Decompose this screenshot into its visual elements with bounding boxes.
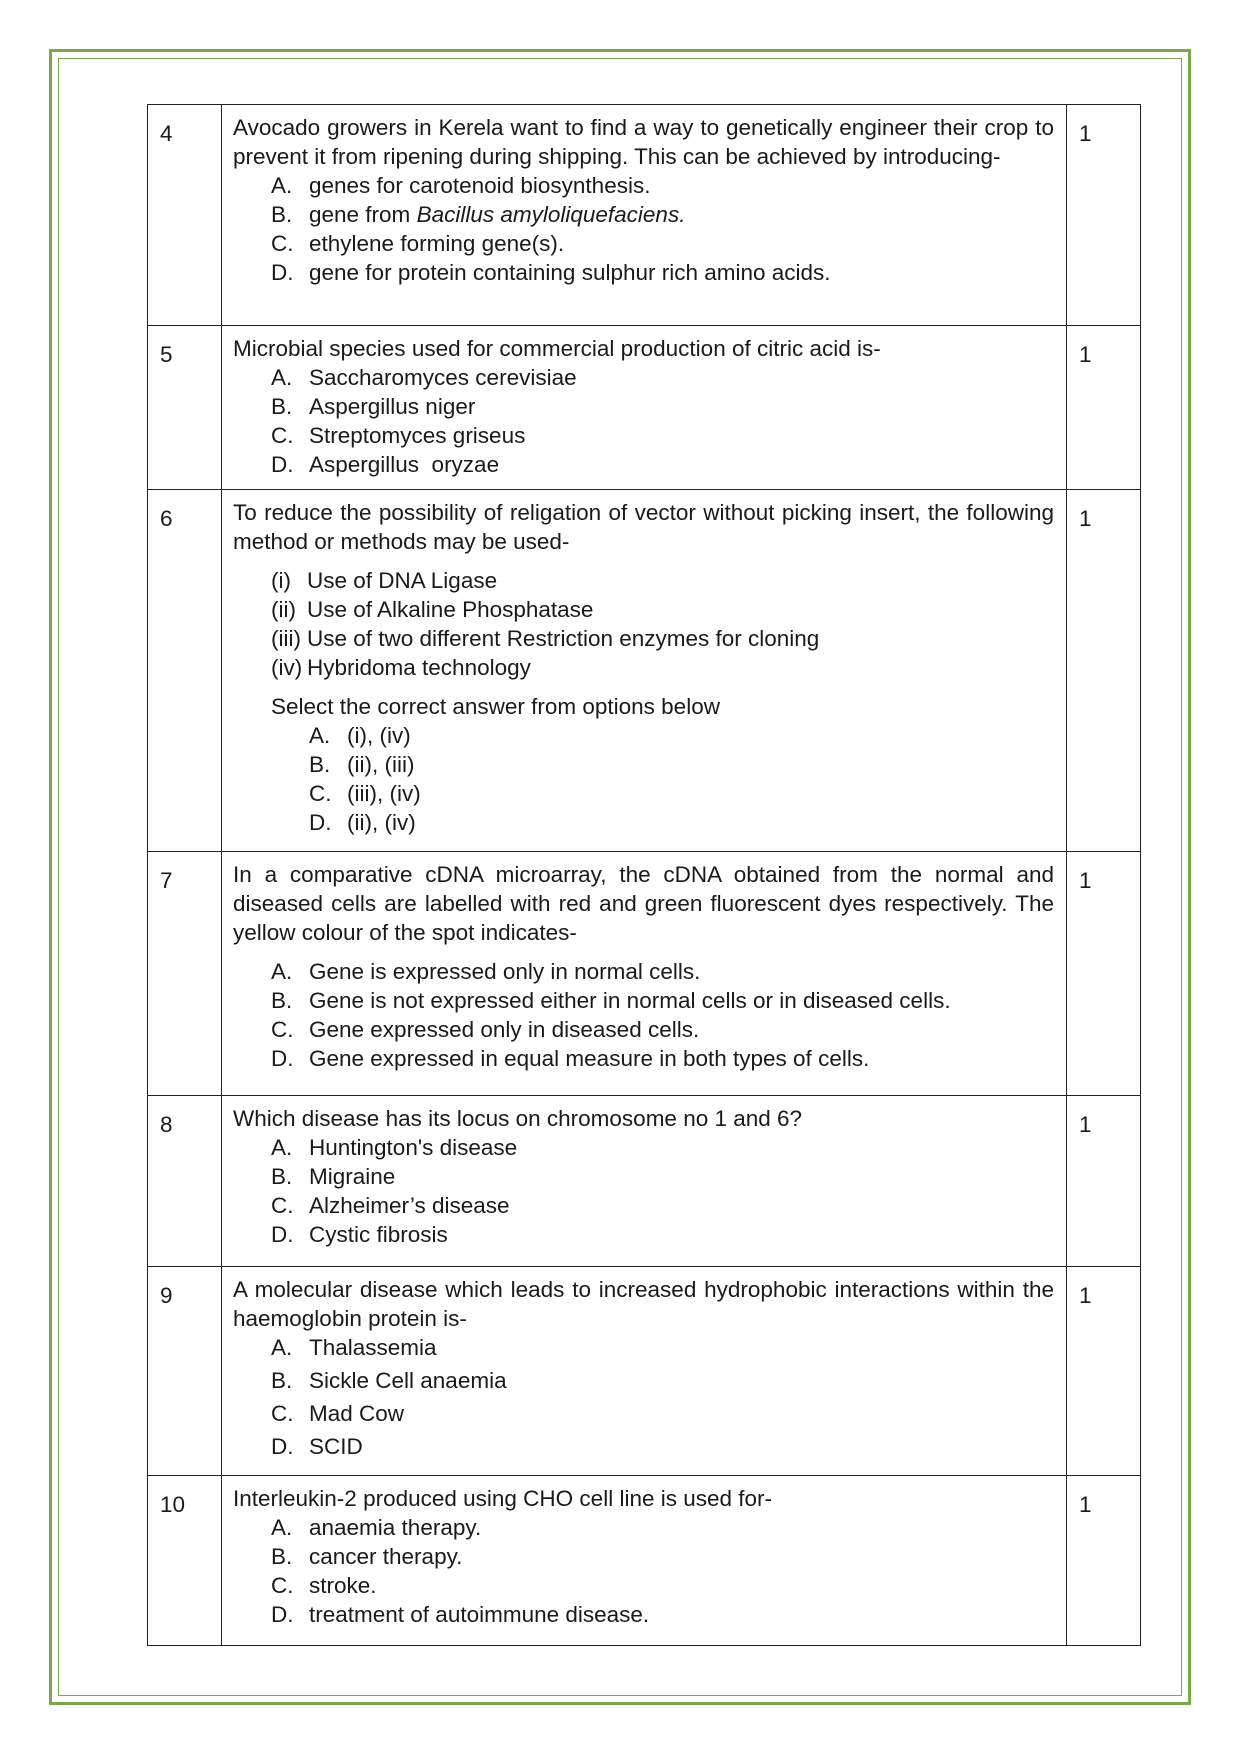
- question-marks: 1: [1067, 1096, 1141, 1267]
- option: D. (ii), (iv): [309, 810, 416, 835]
- option: D. Gene expressed in equal measure in both types of cells.: [271, 1046, 870, 1071]
- question-text: A molecular disease which leads to increased hydrophobic interactions within the haemoglobin protein is-: [233, 1277, 1054, 1331]
- option-list: [233, 1133, 1054, 1249]
- question-number: 4: [148, 105, 222, 326]
- option: A. Gene is expressed only in normal cells.: [271, 959, 701, 984]
- question-body: [222, 852, 1067, 1096]
- option-list: [233, 957, 1054, 1073]
- question-number: 8: [148, 1096, 222, 1267]
- question-marks: 1: [1067, 1267, 1141, 1476]
- question-row: [148, 1096, 1141, 1267]
- option: B. Aspergillus niger: [271, 394, 476, 419]
- statement: (ii) Use of Alkaline Phosphatase: [271, 597, 594, 622]
- option: C. (iii), (iv): [309, 781, 421, 806]
- question-text: Avocado growers in Kerela want to find a way to genetically engineer their crop to prevent it from ripening during shipping. This can be achieved by introducing-: [233, 115, 1054, 169]
- option: A. (i), (iv): [309, 723, 411, 748]
- question-row: [148, 105, 1141, 326]
- question-number: 9: [148, 1267, 222, 1476]
- question-text: To reduce the possibility of religation of vector without picking insert, the following method or methods may be used-: [233, 500, 1054, 554]
- option: B. Migraine: [271, 1164, 396, 1189]
- option-list: [233, 1333, 1054, 1461]
- question-text: In a comparative cDNA microarray, the cDNA obtained from the normal and diseased cells are labelled with red and green fluorescent dyes respectively. The yellow colour of the spot indicates-: [233, 862, 1054, 945]
- question-marks: 1: [1067, 852, 1141, 1096]
- question-body: [222, 1096, 1067, 1267]
- option: B. cancer therapy.: [271, 1544, 463, 1569]
- statement: (i) Use of DNA Ligase: [271, 568, 498, 593]
- option: C. Mad Cow: [271, 1401, 405, 1426]
- statement-list: [233, 566, 1054, 682]
- option: C. ethylene forming gene(s).: [271, 231, 565, 256]
- question-row: [148, 1476, 1141, 1646]
- statement: (iv) Hybridoma technology: [271, 655, 531, 680]
- option-list: [233, 171, 1054, 287]
- option: A. Thalassemia: [271, 1335, 437, 1360]
- option: C. Alzheimer’s disease: [271, 1193, 510, 1218]
- option: B. (ii), (iii): [309, 752, 415, 777]
- option: D. Aspergillus oryzae: [271, 452, 500, 477]
- option: C. Gene expressed only in diseased cells.: [271, 1017, 700, 1042]
- option: D. treatment of autoimmune disease.: [271, 1602, 650, 1627]
- question-body: [222, 1476, 1067, 1646]
- question-row: [148, 326, 1141, 490]
- option-list: [233, 721, 1054, 837]
- question-text: Microbial species used for commercial production of citric acid is-: [233, 336, 881, 361]
- question-number: 7: [148, 852, 222, 1096]
- question-marks: 1: [1067, 105, 1141, 326]
- species-name-italic: Bacillus amyloliquefaciens.: [416, 202, 686, 227]
- option-list: [233, 363, 1054, 479]
- question-number: 5: [148, 326, 222, 490]
- question-row: [148, 1267, 1141, 1476]
- option: C. Streptomyces griseus: [271, 423, 526, 448]
- option: A. anaemia therapy.: [271, 1515, 482, 1540]
- question-body: [222, 105, 1067, 326]
- question-marks: 1: [1067, 490, 1141, 852]
- option: B. gene from Bacillus amyloliquefaciens.: [271, 202, 686, 227]
- option: A. genes for carotenoid biosynthesis.: [271, 173, 651, 198]
- option: A. Huntington's disease: [271, 1135, 518, 1160]
- option: D. Cystic fibrosis: [271, 1222, 448, 1247]
- option: A. Saccharomyces cerevisiae: [271, 365, 577, 390]
- option-list: [233, 1513, 1054, 1629]
- question-body: [222, 1267, 1067, 1476]
- question-table: [147, 104, 1141, 1646]
- option: C. stroke.: [271, 1573, 377, 1598]
- question-body: [222, 326, 1067, 490]
- question-marks: 1: [1067, 326, 1141, 490]
- option: B. Gene is not expressed either in normal cells or in diseased cells.: [271, 988, 951, 1013]
- instruction-text: Select the correct answer from options below: [271, 694, 720, 719]
- question-number: 10: [148, 1476, 222, 1646]
- question-row: [148, 852, 1141, 1096]
- question-number: 6: [148, 490, 222, 852]
- question-text: Which disease has its locus on chromosome no 1 and 6?: [233, 1106, 803, 1131]
- question-text: Interleukin-2 produced using CHO cell line is used for-: [233, 1486, 773, 1511]
- question-body: [222, 490, 1067, 852]
- question-marks: 1: [1067, 1476, 1141, 1646]
- option: D. gene for protein containing sulphur rich amino acids.: [271, 260, 831, 285]
- question-row: [148, 490, 1141, 852]
- statement: (iii) Use of two different Restriction enzymes for cloning: [271, 626, 820, 651]
- option: B. Sickle Cell anaemia: [271, 1368, 507, 1393]
- option: D. SCID: [271, 1434, 363, 1459]
